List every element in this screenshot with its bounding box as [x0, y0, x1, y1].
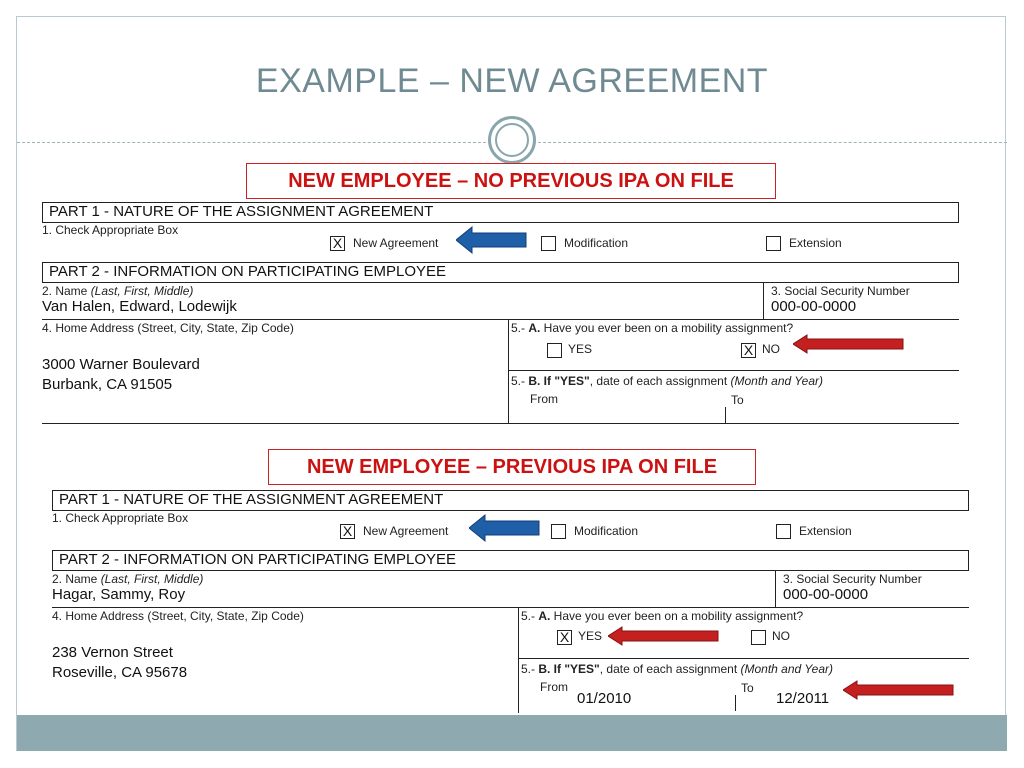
callout-previous-ipa: NEW EMPLOYEE – PREVIOUS IPA ON FILE: [268, 449, 756, 485]
callout-no-previous-ipa: NEW EMPLOYEE – NO PREVIOUS IPA ON FILE: [246, 163, 776, 199]
checkbox-yes[interactable]: X: [557, 630, 572, 645]
name-label-hint: (Last, First, Middle): [100, 572, 204, 586]
q5b-text: , date of each assignment: [589, 374, 731, 388]
row-line: [42, 319, 959, 320]
from-label: From: [530, 392, 558, 406]
address-line-2: Burbank, CA 91505: [42, 376, 173, 393]
name-label-prefix: 2. Name: [42, 284, 91, 298]
address-label: 4. Home Address (Street, City, State, Zip Code): [52, 609, 304, 623]
q5-row-line: [508, 370, 959, 371]
red-arrow-icon: [793, 334, 905, 354]
from-to-divider: [725, 407, 726, 423]
checkbox-new-agreement[interactable]: X: [340, 524, 355, 539]
checkbox-extension-label: Extension: [799, 524, 852, 538]
part2-header: PART 2 - INFORMATION ON PARTICIPATING EMPLOYEE: [52, 550, 969, 571]
ssn-label: 3. Social Security Number: [783, 572, 922, 586]
name-label-prefix: 2. Name: [52, 572, 101, 586]
q5b-text: , date of each assignment: [599, 662, 741, 676]
name-label: [52, 572, 203, 586]
checkbox-yes-label: YES: [568, 342, 593, 356]
ssn-divider: [763, 283, 764, 319]
ssn-label: 3. Social Security Number: [771, 284, 910, 298]
blue-arrow-icon: [469, 513, 541, 543]
part1-header: PART 1 - NATURE OF THE ASSIGNMENT AGREEMENT: [42, 202, 959, 223]
checkbox-extension[interactable]: [776, 524, 791, 539]
red-arrow-icon: [843, 680, 955, 700]
checkbox-extension[interactable]: [766, 236, 781, 251]
q5b-hint: (Month and Year): [740, 662, 834, 676]
checkbox-yes[interactable]: [547, 343, 562, 358]
address-label: 4. Home Address (Street, City, State, Zip Code): [42, 321, 294, 335]
checkbox-modification-label: Modification: [564, 236, 629, 250]
check-box-label: 1. Check Appropriate Box: [42, 223, 179, 237]
q5b-prefix: 5.-: [511, 374, 529, 388]
address-line-1: 238 Vernon Street: [52, 644, 173, 661]
from-label: From: [540, 680, 568, 694]
checkbox-new-agreement[interactable]: X: [330, 236, 345, 251]
q5b-bold: B. If "YES": [528, 374, 590, 388]
blue-arrow-icon: [456, 225, 528, 255]
q5a-letter: A.: [538, 609, 551, 623]
ssn-value: 000-00-0000: [771, 298, 857, 315]
q5a-prefix: 5.-: [511, 321, 529, 335]
q5b-label: [521, 662, 833, 676]
check-box-label: 1. Check Appropriate Box: [52, 511, 189, 525]
checkbox-no[interactable]: X: [741, 343, 756, 358]
checkbox-modification-label: Modification: [574, 524, 639, 538]
address-line-2: Roseville, CA 95678: [52, 664, 188, 681]
q5a-label: [511, 321, 793, 335]
checkbox-yes-label: YES: [578, 629, 603, 643]
checkbox-modification[interactable]: [551, 524, 566, 539]
part2-header: PART 2 - INFORMATION ON PARTICIPATING EMPLOYEE: [42, 262, 959, 283]
q5a-text: Have you ever been on a mobility assignment?: [550, 609, 804, 623]
checkbox-extension-label: Extension: [789, 236, 842, 250]
slide-bottom-bar: [17, 715, 1007, 751]
name-value: Van Halen, Edward, Lodewijk: [42, 298, 237, 315]
red-arrow-icon: [608, 626, 720, 646]
q5a-prefix: 5.-: [521, 609, 539, 623]
checkbox-no-label: NO: [772, 629, 790, 643]
part1-header: PART 1 - NATURE OF THE ASSIGNMENT AGREEMENT: [52, 490, 969, 511]
q5-divider: [508, 319, 509, 423]
q5-divider: [518, 607, 519, 713]
q5a-letter: A.: [528, 321, 541, 335]
checkbox-no-label: NO: [762, 342, 780, 356]
checkbox-new-agreement-label: New Agreement: [363, 524, 449, 538]
q5a-text: Have you ever been on a mobility assignment?: [540, 321, 794, 335]
from-to-divider: [735, 695, 736, 711]
name-value: Hagar, Sammy, Roy: [52, 586, 186, 603]
name-label: [42, 284, 193, 298]
from-value: 01/2010: [577, 690, 632, 707]
row-line: [52, 607, 969, 608]
to-label: To: [741, 681, 754, 695]
q5b-label: [511, 374, 823, 388]
q5b-hint: (Month and Year): [730, 374, 824, 388]
to-label: To: [731, 393, 744, 407]
form-bottom-line: [42, 423, 959, 424]
ssn-divider: [775, 571, 776, 607]
q5-row-line: [518, 658, 969, 659]
slide-title: EXAMPLE – NEW AGREEMENT: [255, 62, 769, 100]
address-line-1: 3000 Warner Boulevard: [42, 356, 200, 373]
q5a-label: [521, 609, 803, 623]
q5b-prefix: 5.-: [521, 662, 539, 676]
q5b-bold: B. If "YES": [538, 662, 600, 676]
ssn-value: 000-00-0000: [783, 586, 869, 603]
checkbox-modification[interactable]: [541, 236, 556, 251]
divider-ring-ornament: [488, 116, 536, 164]
to-value: 12/2011: [776, 690, 830, 707]
checkbox-no[interactable]: [751, 630, 766, 645]
name-label-hint: (Last, First, Middle): [90, 284, 194, 298]
checkbox-new-agreement-label: New Agreement: [353, 236, 439, 250]
